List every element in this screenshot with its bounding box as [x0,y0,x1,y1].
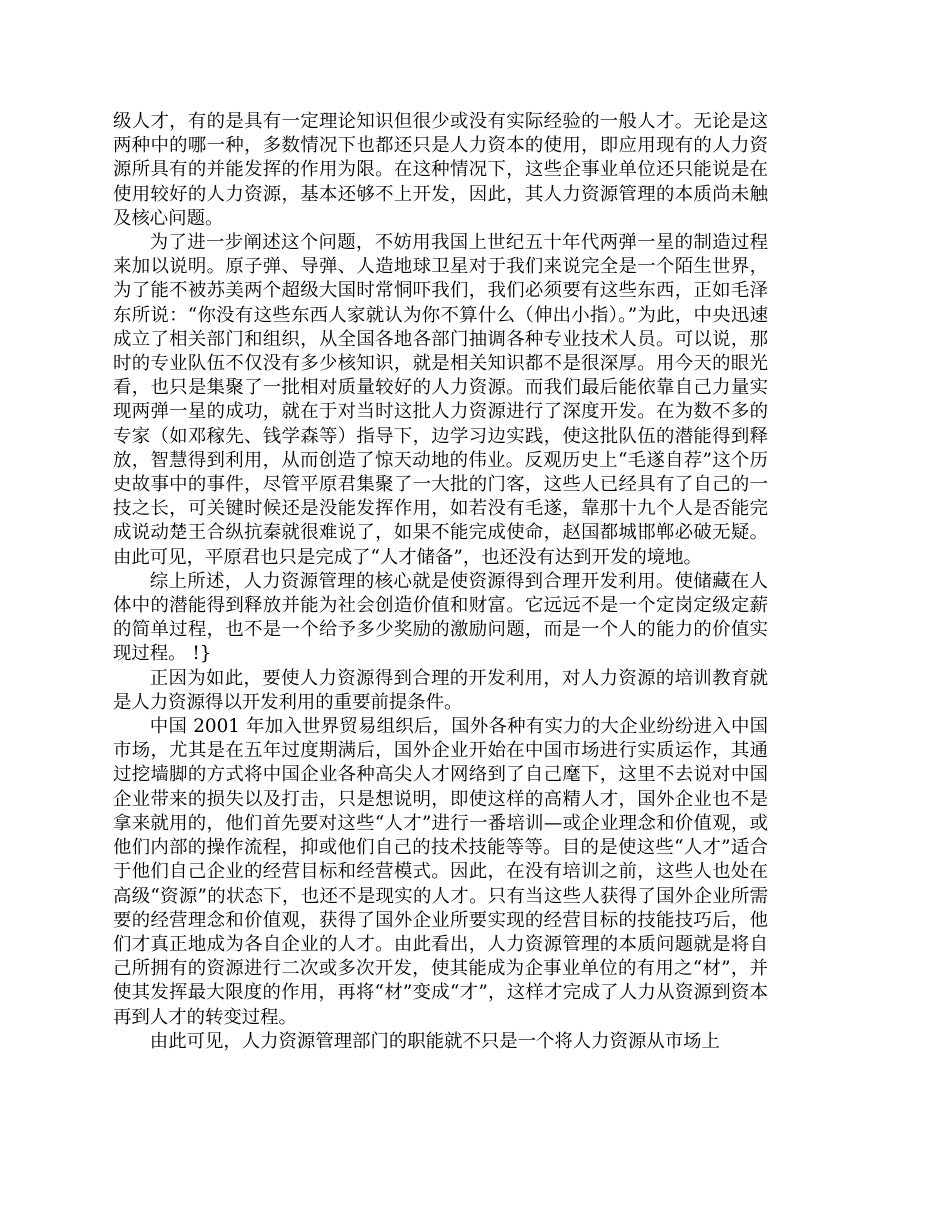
paragraph-2: 为了进一步阐述这个问题，不妨用我国上世纪五十年代两弹一星的制造过程来加以说明。原子弹、导弹、人造地球卫星对于我们来说完全是一个陌生世界，为了能不被苏美两个超级大国时常恫吓我们，我们必须要有这些东西，正如毛泽东所说：“你没有这些东西人家就认为你不算什么（伸出小指）。”为此，中央迅速成立了相关部门和组织，从全国各地各部门抽调各种专业技术人员。可以说，那时的专业队伍不仅没有多少核知识，就是相关知识都不是很深厚。用今天的眼光看，也只是集聚了一批相对质量较好的人力资源。而我们最后能依靠自己力量实现两弹一星的成功，就在于对当时这批人力资源进行了深度开发。在为数不多的专家（如邓稼先、钱学森等）指导下，边学习边实践，使这批队伍的潜能得到释放，智慧得到利用，从而创造了惊天动地的伟业。反观历史上“毛遂自荐”这个历史故事中的事件，尽管平原君集聚了一大批的门客，这些人已经具有了自己的一技之长，可关键时候还是没能发挥作用，如若没有毛遂，靠那十九个人是否能完成说动楚王合纵抗秦就很难说了，如果不能完成使命，赵国都城邯郸必破无疑。由此可见，平原君也只是完成了“人才储备”，也还没有达到开发的境地。 [113,232,768,568]
paragraph-5: 中国 2001 年加入世界贸易组织后，国外各种有实力的大企业纷纷进入中国市场，尤其是在五年过度期满后，国外企业开始在中国市场进行实质运作，其通过挖墙脚的方式将中国企业各种高尖人才网络到了自己麾下，这里不去说对中国企业带来的损失以及打击，只是想说明，即使这样的高精人才，国外企业也不是拿来就用的，他们首先要对这些“人才”进行一番培训—或企业理念和价值观，或他们内部的操作流程，抑或他们自己的技术技能等等。目的是使这些“人才”适合于他们自己企业的经营目标和经营模式。因此，在没有培训之前，这些人也处在高级“资源”的状态下，也还不是现实的人才。只有当这些人获得了国外企业所需要的经营理念和价值观，获得了国外企业所要实现的经营目标的技能技巧后，他们才真正地成为各自企业的人才。由此看出，人力资源管理的本质问题就是将自己所拥有的资源进行二次或多次开发，使其能成为企事业单位的有用之“材”，并使其发挥最大限度的作用，再将“材”变成“才”，这样才完成了人力从资源到资本再到人才的转变过程。 [113,716,768,1028]
paragraph-1: 级人才，有的是具有一定理论知识但很少或没有实际经验的一般人才。无论是这两种中的哪一种，多数情况下也都还只是人力资本的使用，即应用现有的人力资源所具有的并能发挥的作用为限。在这种情况下，这些企事业单位还只能说是在使用较好的人力资源，基本还够不上开发，因此，其人力资源管理的本质尚未触及核心问题。 [113,111,768,229]
paragraph-3: 综上所述，人力资源管理的核心就是使资源得到合理开发利用。使储藏在人体中的潜能得到释放并能为社会创造价值和财富。它远远不是一个定岗定级定薪的简单过程，也不是一个给予多少奖励的激励问题，而是一个人的能力的价值实现过程。 !} [113,570,768,665]
body-text [113,110,768,1054]
paragraph-6: 由此可见，人力资源管理部门的职能就不只是一个将人力资源从市场上 [149,1030,720,1052]
paragraph-4: 正因为如此，要使人力资源得到合理的开发利用，对人力资源的培训教育就是人力资源得以开发利用的重要前提条件。 [113,667,768,713]
